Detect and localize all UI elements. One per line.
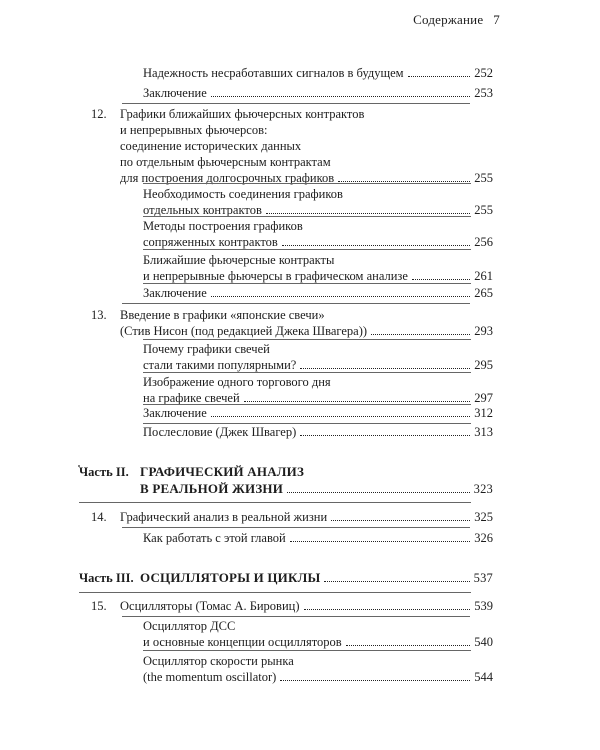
entry-title: Осциллятор ДСС <box>143 619 236 633</box>
toc-entry[interactable] <box>143 218 493 250</box>
leader-dots <box>287 492 470 493</box>
entry-title: Заключение <box>143 86 207 100</box>
part-title-line: ГРАФИЧЕСКИЙ АНАЛИЗ <box>140 464 305 479</box>
entry-page: 261 <box>474 269 493 283</box>
entry-title: (the momentum oscillator) <box>143 670 277 684</box>
leader-dots <box>346 645 471 646</box>
header-page-number: 7 <box>493 12 500 27</box>
divider <box>143 183 471 184</box>
entry-title: Изображение одного торгового дня <box>143 375 331 389</box>
toc-entry[interactable] <box>143 85 493 101</box>
toc-part-2[interactable] <box>140 463 493 498</box>
entry-title: стали такими популярными? <box>143 358 297 372</box>
leader-dots <box>300 368 470 369</box>
chapter-title-line: Введение в графики «японские свечи» <box>120 308 325 322</box>
entry-title: Послесловие (Джек Швагер) <box>143 425 297 439</box>
entry-page: 325 <box>474 510 493 524</box>
entry-title: Как работать с этой главой <box>143 531 286 545</box>
divider <box>143 650 471 651</box>
leader-dots <box>211 416 471 417</box>
divider <box>122 303 470 304</box>
toc-entry[interactable] <box>143 530 493 546</box>
toc-chapter-14[interactable] <box>120 509 493 525</box>
toc-entry[interactable] <box>143 405 493 421</box>
part-label: Часть III. <box>79 571 134 585</box>
leader-dots <box>371 334 470 335</box>
chapter-title-line: Осцилляторы (Томас А. Бировиц) <box>120 599 300 613</box>
leader-dots <box>412 279 470 280</box>
entry-page: 540 <box>474 635 493 649</box>
divider <box>122 616 470 617</box>
running-header <box>413 12 500 28</box>
entry-title: на графике свечей <box>143 391 240 405</box>
leader-dots <box>300 435 470 436</box>
divider <box>79 502 471 503</box>
leader-dots <box>408 76 471 77</box>
entry-page: 253 <box>474 86 493 100</box>
entry-title: Заключение <box>143 286 207 300</box>
leader-dots <box>211 296 471 297</box>
toc-entry[interactable] <box>143 618 493 650</box>
entry-page: 326 <box>474 531 493 545</box>
toc-entry[interactable] <box>143 341 493 373</box>
entry-title: и непрерывные фьючерсы в графическом анализе <box>143 269 408 283</box>
chapter-title-line: соединение исторических данных <box>120 139 302 153</box>
toc-entry[interactable] <box>143 186 493 218</box>
chapter-title-line: (Стив Нисон (под редакцией Джека Швагера)) <box>120 324 368 338</box>
leader-dots <box>331 520 470 521</box>
divider <box>122 527 470 528</box>
chapter-title-line: для построения долгосрочных графиков <box>120 171 335 185</box>
entry-title: Осциллятор скорости рынка <box>143 654 294 668</box>
leader-dots <box>324 581 469 582</box>
leader-dots <box>244 401 471 402</box>
leader-dots <box>280 680 470 681</box>
leader-dots <box>338 181 470 182</box>
entry-page: 323 <box>473 482 493 496</box>
entry-title: Необходимость соединения графиков <box>143 187 343 201</box>
toc-chapter-13[interactable] <box>120 307 493 339</box>
entry-page: 537 <box>473 571 493 585</box>
entry-page: 255 <box>474 171 493 185</box>
entry-page: 293 <box>474 324 493 338</box>
entry-title: и основные концепции осцилляторов <box>143 635 342 649</box>
toc-part-3[interactable] <box>140 569 493 587</box>
chapter-title-line: Графический анализ в реальной жизни <box>120 510 328 524</box>
header-title: Содержание <box>413 12 484 27</box>
toc-chapter-15[interactable] <box>120 598 493 614</box>
leader-dots <box>290 541 471 542</box>
chapter-title-line: по отдельным фьючерсным контрактам <box>120 155 331 169</box>
entry-title: сопряженных контрактов <box>143 235 278 249</box>
entry-title: Ближайшие фьючерсные контракты <box>143 253 335 267</box>
entry-page: 313 <box>474 425 493 439</box>
entry-title: отдельных контрактов <box>143 203 262 217</box>
entry-page: 312 <box>474 406 493 420</box>
toc-entry[interactable] <box>143 65 493 81</box>
toc-entry[interactable] <box>143 424 493 440</box>
entry-title: Заключение <box>143 406 207 420</box>
chapter-title-line: и непрерывных фьючерсов: <box>120 123 268 137</box>
divider <box>122 103 470 104</box>
divider <box>143 283 471 284</box>
divider <box>79 592 471 593</box>
chapter-number: 14. <box>91 510 107 524</box>
divider <box>143 339 471 340</box>
toc-entry[interactable] <box>143 653 493 685</box>
chapter-title-line: Графики ближайших фьючерсных контрактов <box>120 107 365 121</box>
entry-page: 297 <box>474 391 493 405</box>
chapter-number: 15. <box>91 599 107 613</box>
toc-entry[interactable] <box>143 252 493 284</box>
toc-entry[interactable] <box>143 374 493 406</box>
entry-page: 256 <box>474 235 493 249</box>
entry-page: 544 <box>474 670 493 684</box>
part-title-line: В РЕАЛЬНОЙ ЖИЗНИ <box>140 481 284 496</box>
divider <box>143 216 471 217</box>
leader-dots <box>266 213 470 214</box>
entry-title: Надежность несработавших сигналов в будущем <box>143 66 404 80</box>
divider <box>143 372 471 373</box>
leader-dots <box>211 96 471 97</box>
part-title-line: ОСЦИЛЛЯТОРЫ И ЦИКЛЫ <box>140 570 321 585</box>
part-label: Часть II. <box>79 465 129 479</box>
entry-title: Почему графики свечей <box>143 342 270 356</box>
entry-page: 539 <box>474 599 493 613</box>
divider <box>143 249 471 250</box>
chapter-number: 12. <box>91 107 107 121</box>
entry-title: Методы построения графиков <box>143 219 303 233</box>
chapter-number: 13. <box>91 308 107 322</box>
toc-chapter-12[interactable] <box>120 106 493 186</box>
toc-entry[interactable] <box>143 285 493 301</box>
entry-page: 255 <box>474 203 493 217</box>
entry-page: 265 <box>474 286 493 300</box>
entry-page: 295 <box>474 358 493 372</box>
leader-dots <box>282 245 470 246</box>
leader-dots <box>304 609 471 610</box>
entry-page: 252 <box>474 66 493 80</box>
